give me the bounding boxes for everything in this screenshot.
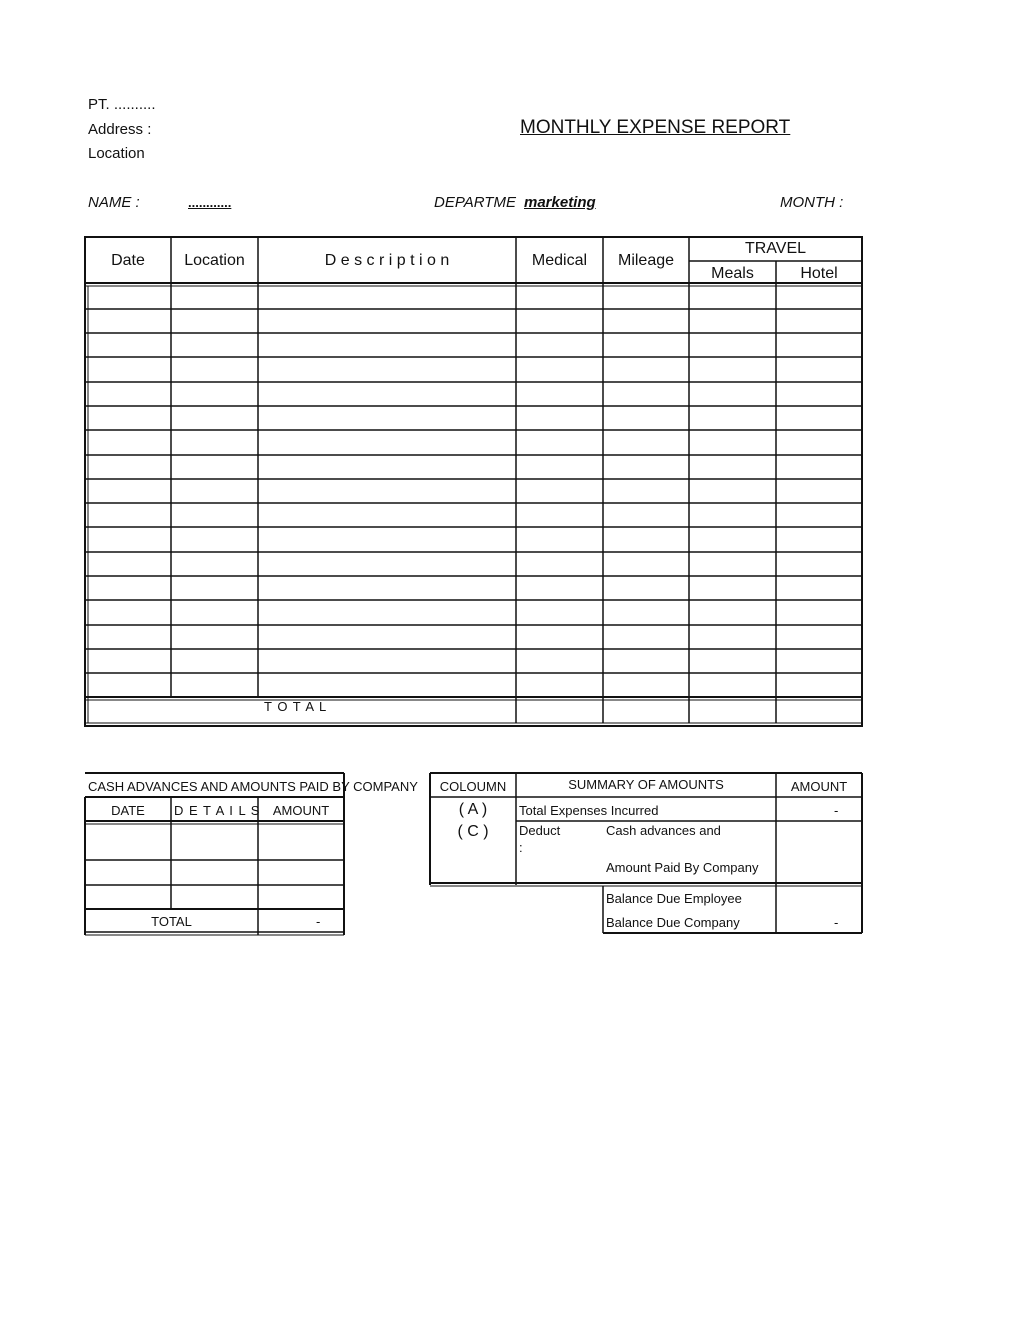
total-label: T O T A L: [264, 699, 328, 714]
company-pt: PT. ..........: [88, 96, 156, 113]
deduct-label: Deduct: [519, 823, 561, 838]
balance-due-employee-label: Balance Due Employee: [606, 891, 742, 906]
name-label: NAME :: [88, 194, 140, 211]
department-value: marketing: [524, 194, 596, 211]
col-hotel: Hotel: [800, 265, 838, 282]
amount-paid-label: Amount Paid By Company: [606, 860, 759, 875]
cash-details-header: D E T A I L S: [174, 803, 261, 818]
total-expenses-label: Total Expenses Incurred: [519, 803, 659, 818]
cash-total-label: TOTAL: [151, 914, 192, 929]
col-medical: Medical: [531, 252, 588, 269]
summary-column-header: COLOUMN: [439, 779, 507, 794]
col-travel: TRAVEL: [744, 240, 807, 257]
company-address: Address :: [88, 121, 152, 138]
cash-advances-label: Cash advances and: [606, 823, 721, 838]
cash-total-value: -: [316, 914, 321, 929]
balance-due-company-value: -: [834, 915, 839, 930]
month-label: MONTH :: [780, 194, 844, 211]
summary-code-c: ( C ): [457, 823, 489, 840]
summary-title: SUMMARY OF AMOUNTS: [568, 777, 724, 792]
department-label: DEPARTME: [434, 194, 516, 211]
summary-code-a: ( A ): [458, 801, 488, 818]
name-value: ............: [188, 195, 232, 210]
cash-date-header: DATE: [111, 803, 145, 818]
cash-advances-title: CASH ADVANCES AND AMOUNTS PAID BY COMPANY: [88, 779, 418, 794]
company-location: Location: [88, 145, 145, 162]
col-meals: Meals: [711, 265, 754, 282]
col-location: Location: [184, 252, 245, 269]
total-expenses-value: -: [834, 803, 839, 818]
balance-due-company-label: Balance Due Company: [606, 915, 740, 930]
deduct-colon: :: [519, 840, 523, 855]
col-mileage: Mileage: [617, 252, 675, 269]
cash-amount-header: AMOUNT: [272, 803, 330, 818]
col-date: Date: [111, 252, 145, 269]
summary-amount-header: AMOUNT: [790, 779, 848, 794]
col-description: D e s c r i p t i o n: [324, 252, 450, 269]
report-title: MONTHLY EXPENSE REPORT: [520, 117, 791, 138]
